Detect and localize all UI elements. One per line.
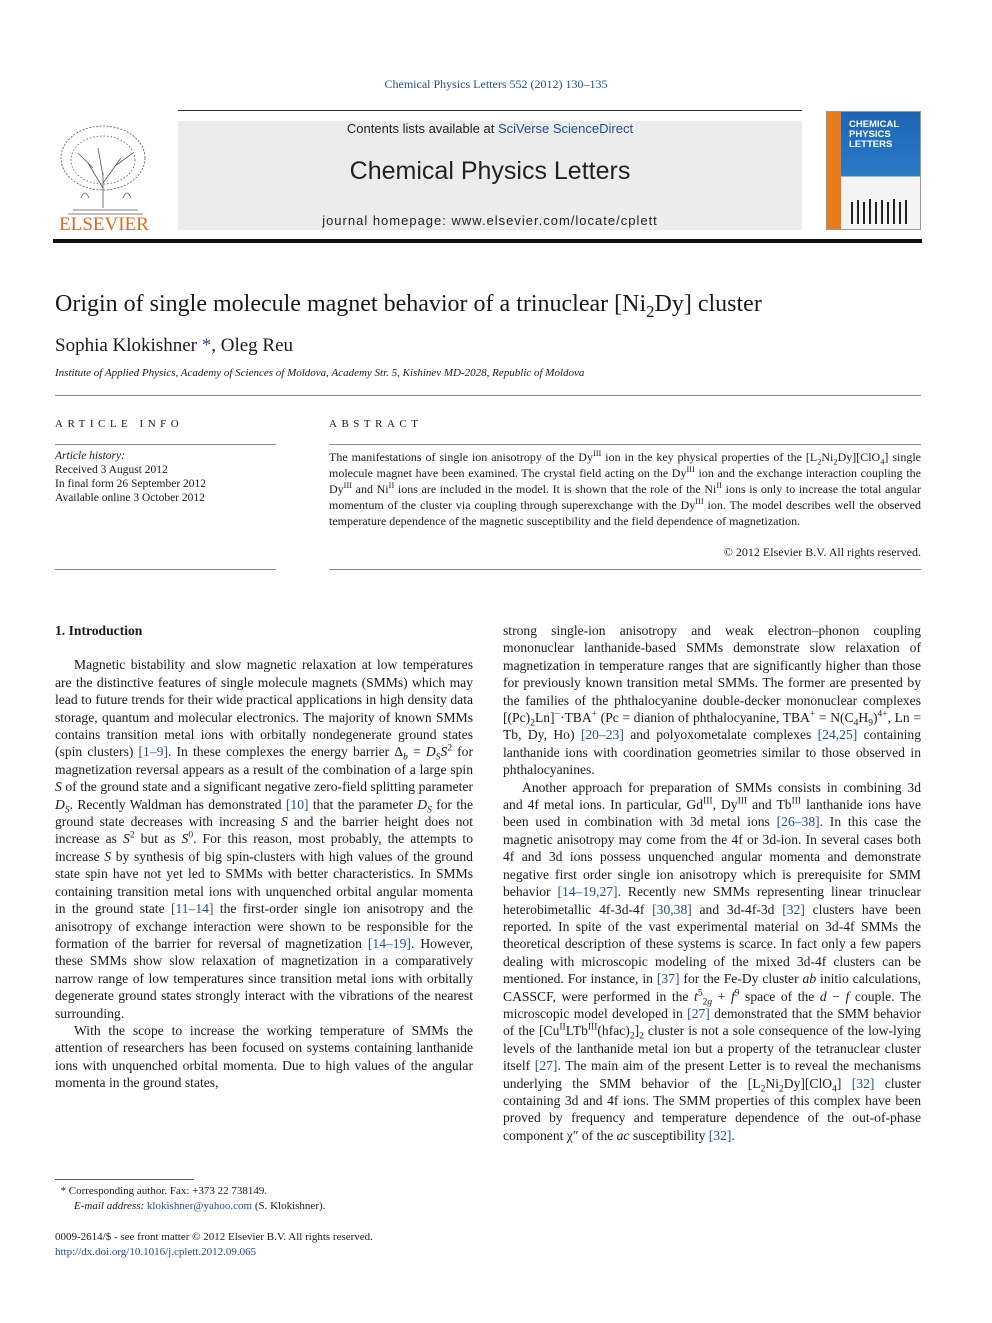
cover-graphic <box>847 190 913 226</box>
revised-date: In final form 26 September 2012 <box>55 478 207 490</box>
contents-line <box>178 121 802 136</box>
received-date: Received 3 August 2012 <box>55 464 168 476</box>
sciencedirect-link[interactable]: SciVerse ScienceDirect <box>497 121 634 136</box>
body-column-right <box>503 622 921 1144</box>
citation-link[interactable]: [1–9] <box>138 744 168 760</box>
citation-link[interactable]: [10] <box>285 796 309 812</box>
citation-link[interactable]: [14–19,27] <box>557 884 618 900</box>
citation-link[interactable]: [27] <box>687 1005 710 1021</box>
paragraph: With the scope to increase the working temperature of SMMs the attention of researchers has been focused on systems containing lanthanide ions with unquenched orbital momenta. Due to high values of the angular momenta in the ground states, <box>55 1022 473 1091</box>
header-bottom-rule <box>53 239 922 243</box>
citation-link[interactable]: [14–19] <box>367 935 411 951</box>
abstract-heading: ABSTRACT <box>329 418 423 430</box>
elsevier-wordmark: ELSEVIER <box>59 214 149 235</box>
homepage-url[interactable]: www.elsevier.com/locate/cplett <box>451 213 658 228</box>
citation-link[interactable]: [30,38] <box>652 901 692 917</box>
citation-link[interactable]: [20–23] <box>580 727 624 743</box>
email-note: E-mail address: klokishner@yahoo.com (S. Klokishner). <box>74 1200 326 1212</box>
journal-reference[interactable]: Chemical Physics Letters 552 (2012) 130–135 <box>384 77 608 91</box>
contents-prefix: Contents lists available at <box>346 121 498 136</box>
cover-strip <box>827 112 841 229</box>
online-date: Available online 3 October 2012 <box>55 492 205 504</box>
copyright-notice: © 2012 Elsevier B.V. All rights reserved. <box>723 545 921 559</box>
citation-link[interactable]: [27] <box>534 1058 558 1074</box>
issn-line: 0009-2614/$ - see front matter © 2012 Elsevier B.V. All rights reserved. <box>55 1231 373 1243</box>
footnote-rule <box>55 1179 194 1180</box>
author-name[interactable]: Sophia Klokishner <box>55 335 197 356</box>
citation-link[interactable]: [32] <box>851 1075 875 1091</box>
citation-link[interactable]: [24,25] <box>817 727 858 743</box>
journal-title: Chemical Physics Letters <box>349 157 631 185</box>
journal-masthead <box>178 121 802 230</box>
cover-title: CHEMICAL PHYSICS LETTERS <box>849 119 899 150</box>
journal-cover-image <box>826 111 921 230</box>
paragraph: Another approach for preparation of SMMs consists in combining 3d and 4f metal ions. In particular, $Gd^{III}$, $Dy^{III}$ and $Tb^{III}$ lanthanide ions have been used in combination with 3d metal ions [26–38]. In this case the magnetic anisotropy may come from the 4f or 3d-ion. In several cases both 4f and 3d ions possess unquenched angular momenta and demonstrate negative first order single ion anisotropy which is prerequisite for SMM behavior [14–19,27]. Recently new SMMs representing linear trinuclear heterobimetallic 4f-3d-4f [30,38] and 3d-4f-3d [32] clusters have been reported. In spite of the vast experimental material on 3d-4f SMMs the theoretical description of these systems is scarce. In fact only a few papers dealing with microscopic modeling of the mixed 3d-4f clusters can be mentioned. For instance, in [37] for the Fe-Dy cluster ab initio calculations, CASSCF, were performed in the $t^5_{2g} + f^9$ space of the d − f couple. The microscopic model developed in [27] demonstrated that the SMM behavior of the $[Cu^{II}LTb^{III}(hfac)_2]_2$ cluster is not a sole consequence of the low-lying levels of the lanthanide metal ion but a property of the tetranuclear cluster itself [27]. The main aim of the present Letter is to reveal the mechanisms underlying the SMM behavior of the $[L_2Ni_2Dy][ClO_4]$ [32] cluster containing 3d and 4f ions. The SMM properties of this complex have been proved by frequency and temperature dependence of the out-of-phase component χ″ of the ac susceptibility [32]. <box>503 779 922 1143</box>
email-link[interactable]: klokishner@yahoo.com <box>146 1200 253 1212</box>
divider <box>329 569 921 570</box>
divider <box>55 444 276 445</box>
author-name[interactable]: Oleg Reu <box>220 335 294 356</box>
homepage-label: journal homepage: <box>322 213 452 228</box>
paragraph: Magnetic bistability and slow magnetic relaxation at low temperatures are the distinctive features of single molecule magnets (SMMs) which may lead to future trends for their wide practical applications in high density data storage, quantum and molecular electronics. The majority of known SMMs contains transition metal ions with orbitally nondegenerate ground states (spin clusters) [1–9]. In these complexes the energy barrier $\Delta_b = D_SS^2$ for magnetization reversal appears as a result of the combination of a large spin S of the ground state and a significant negative zero-field splitting parameter $D_S$. Recently Waldman has demonstrated [10] that the parameter $D_S$ for the ground state decreases with increasing S and the barrier height does not increase as $S^2$ but as $S^0$. For this reason, most probably, the attempts to increase S by synthesis of big spin-clusters with high values of the ground state spin have not yet led to SMMs with better characteristics. In SMMs containing transition metal ions with unquenched orbital angular momenta in the ground state [11–14] the first-order single ion anisotropy and the anisotropy of exchange interaction were shown to be responsible for the formation of the barrier for reversal of magnetization [14–19]. However, these SMMs show slow relaxation of magnetization in a comparatively narrow range of low temperatures since transition metal ions with orbitally degenerate ground states strongly interact with the vibrations of the nearest surrounding. <box>55 657 474 1021</box>
author-list: Sophia Klokishner *, Oleg Reu <box>55 335 294 356</box>
citation-link[interactable]: [32] <box>782 901 805 917</box>
citation-link[interactable]: [37] <box>656 971 680 987</box>
corresponding-author-note: * Corresponding author. Fax: +373 22 738149. <box>55 1185 268 1197</box>
paragraph: strong single-ion anisotropy and weak electron–phonon coupling mononuclear lanthanide-based SMMs demonstrate slow relaxation of magnetization in temperature ranges that are significantly higher than those for previously known transition metal SMMs. The former are presented by the families of the phthalocyanine double-decker mononuclear complexes $[(Pc)_2Ln]^-\cdot TBA^+$ (Pc = dianion of phthalocyanine, $TBA^+ = N(C_4H_9)^{4+}$, Ln = Tb, Dy, Ho) [20–23] and polyoxometalate complexes [24,25] containing lanthanide ions with coordination geometries similar to those observed in phthalocyanines. <box>503 623 922 778</box>
divider <box>55 395 921 396</box>
header-top-rule <box>178 110 802 111</box>
journal-homepage <box>178 213 802 228</box>
citation-link[interactable]: [11–14] <box>170 901 214 917</box>
article-info-heading: ARTICLE INFO <box>55 418 184 430</box>
article-title: Origin of single molecule magnet behavior of a trinuclear $[Ni_2Dy]$ cluster <box>55 291 762 321</box>
doi-link[interactable]: http://dx.doi.org/10.1016/j.cplett.2012.09.065 <box>55 1246 257 1258</box>
section-heading: 1. Introduction <box>55 623 143 638</box>
corresponding-author-mark[interactable]: * <box>201 335 212 356</box>
divider <box>329 444 921 445</box>
article-history <box>55 449 206 505</box>
body-column-left <box>55 622 473 1092</box>
history-label: Article history: <box>55 450 125 462</box>
front-matter-notes <box>55 1230 373 1260</box>
footnotes <box>55 1184 325 1214</box>
citation-link[interactable]: [26–38] <box>776 814 820 830</box>
citation-link[interactable]: [32] <box>708 1127 732 1143</box>
affiliation: Institute of Applied Physics, Academy of Sciences of Moldova, Academy Str. 5, Kishinev MD-2028, Republic of Moldova <box>55 367 585 379</box>
divider <box>55 569 276 570</box>
elsevier-logo <box>53 118 156 236</box>
abstract-text: The manifestations of single ion anisotropy of the $Dy^{III}$ ion in the key physical properties of the $[L_2Ni_2Dy][ClO_4]$ single molecule magnet have been examined. The crystal field acting on the $Dy^{III}$ ion and the exchange interaction coupling the $Dy^{III}$ and $Ni^{II}$ ions are included in the model. It is shown that the role of the $Ni^{II}$ ions is only to increase the total angular momentum of the cluster via coupling through superexchange with the $Dy^{III}$ ion. The model describes well the observed temperature dependence of the magnetic susceptibility and the field dependence of magnetization. <box>329 449 922 528</box>
